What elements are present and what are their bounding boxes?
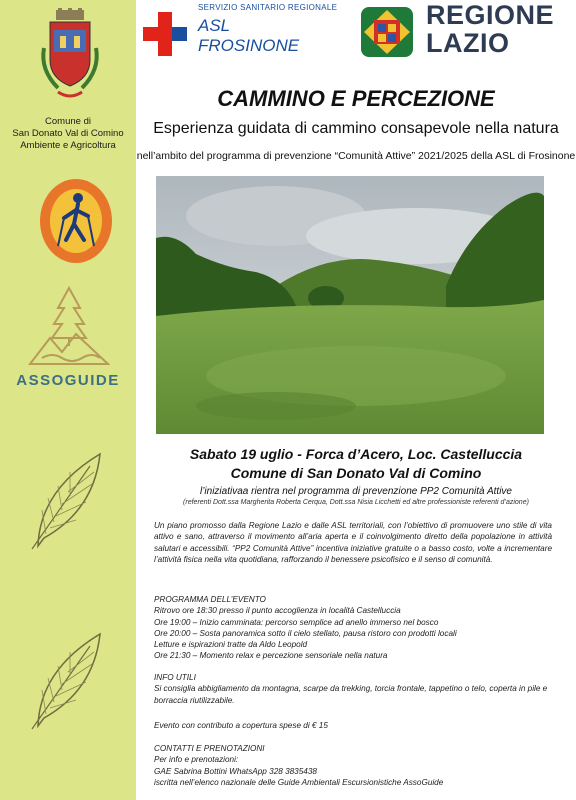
comune-line-2: San Donato Val di Comino xyxy=(12,128,124,139)
comune-line-3: Ambiente e Agricoltura xyxy=(20,140,116,151)
contatti-heading: CONTATTI E PRENOTAZIONI xyxy=(154,744,265,753)
leaf-icon-2 xyxy=(30,630,106,730)
assoguide-name: ASSOGUIDE xyxy=(16,372,120,389)
program-context: nell’ambito del programma di prevenzione “Comunità Attive” 2021/2025 della ASL di Frosinone xyxy=(136,150,576,162)
comune-label xyxy=(0,116,136,152)
regione-lazio-emblem-icon xyxy=(360,6,414,58)
landscape-photo xyxy=(156,176,544,434)
programma-line: Letture e ispirazioni tratte da Aldo Leopold xyxy=(154,640,308,650)
lazio-label: LAZIO xyxy=(426,28,510,58)
programma-line: Ore 19:00 – Inizio camminata: percorso semplice ad anello immerso nel bosco xyxy=(154,617,439,627)
programma-section xyxy=(154,594,552,662)
comune-crest-icon xyxy=(36,8,104,100)
asl-name-line-1: ASL xyxy=(198,16,231,35)
event-program: l’iniziativaa rientra nel programma di prevenzione PP2 Comunità Attive xyxy=(199,486,512,497)
asl-service-label: SERVIZIO SANITARIO REGIONALE xyxy=(198,3,338,12)
event-date-location: Sabato 19 uglio - Forca d’Acero, Loc. Castelluccia xyxy=(189,446,523,462)
contatti-line: Per info e prenotazioni: xyxy=(154,755,239,765)
contatti-line: iscritta nell’elenco nazionale delle Guide Ambientali Escursionistiche AssoGuide xyxy=(154,777,444,787)
info-heading: INFO UTILI xyxy=(154,673,196,682)
intro-paragraph: Un piano promosso dalla Regione Lazio e dalle ASL territoriali, con l’obiettivo di promuovere uno stile di vita attivo e sano, attraverso il movimento all’aria aperta e il coinvolgimento diretto della popolazione in attività salutari e accessibili. “PP2 Comunità Attive” incentiva iniziative gratuite o a basso costo, volte a incrementare l’attività fisica nella vita quotidiana, rafforzando il benessere psicofisico e il senso di comunità. xyxy=(154,521,552,564)
event-referents: (referenti Dott.ssa Margherita Roberta Cerqua, Dott.ssa Nisia Licchetti ed altre professioniste referenti d’azione) xyxy=(183,499,529,506)
asl-cross-icon xyxy=(143,12,187,56)
comune-line-1: Comune di xyxy=(45,116,91,127)
programma-heading: PROGRAMMA DELL’EVENTO xyxy=(154,595,266,604)
programma-line: Ore 21:30 – Momento relax e percezione sensoriale nella natura xyxy=(154,651,388,661)
assoguide-logo-icon xyxy=(28,286,110,366)
info-section xyxy=(154,672,552,706)
sidebar xyxy=(0,0,136,800)
leaf-icon xyxy=(30,450,106,550)
programma-line: Ore 20:00 – Sosta panoramica sotto il cielo stellato, pausa ristoro con prodotti locali xyxy=(154,628,457,638)
nordic-walking-logo-icon xyxy=(38,178,114,264)
event-comune: Comune di San Donato Val di Comino xyxy=(230,465,482,481)
page-subtitle: Esperienza guidata di cammino consapevole nella natura xyxy=(153,120,559,137)
info-text: Si consiglia abbigliamento da montagna, scarpe da trekking, torcia frontale, tappetino o telo, coperta in pile e borraccia riutilizzabile. xyxy=(154,684,548,705)
contatti-line: GAE Sabrina Bottini WhatsApp 328 3835438 xyxy=(154,766,317,776)
contatti-section xyxy=(154,743,552,788)
programma-line: Ritrovo ore 18:30 presso il punto accoglienza in località Castelluccia xyxy=(154,606,401,616)
contributo-text: Evento con contributo a copertura spese di € 15 xyxy=(154,721,328,730)
asl-name-line-2: FROSINONE xyxy=(198,36,300,55)
page-title: CAMMINO E PERCEZIONE xyxy=(217,86,495,111)
regione-label: REGIONE xyxy=(426,0,555,30)
